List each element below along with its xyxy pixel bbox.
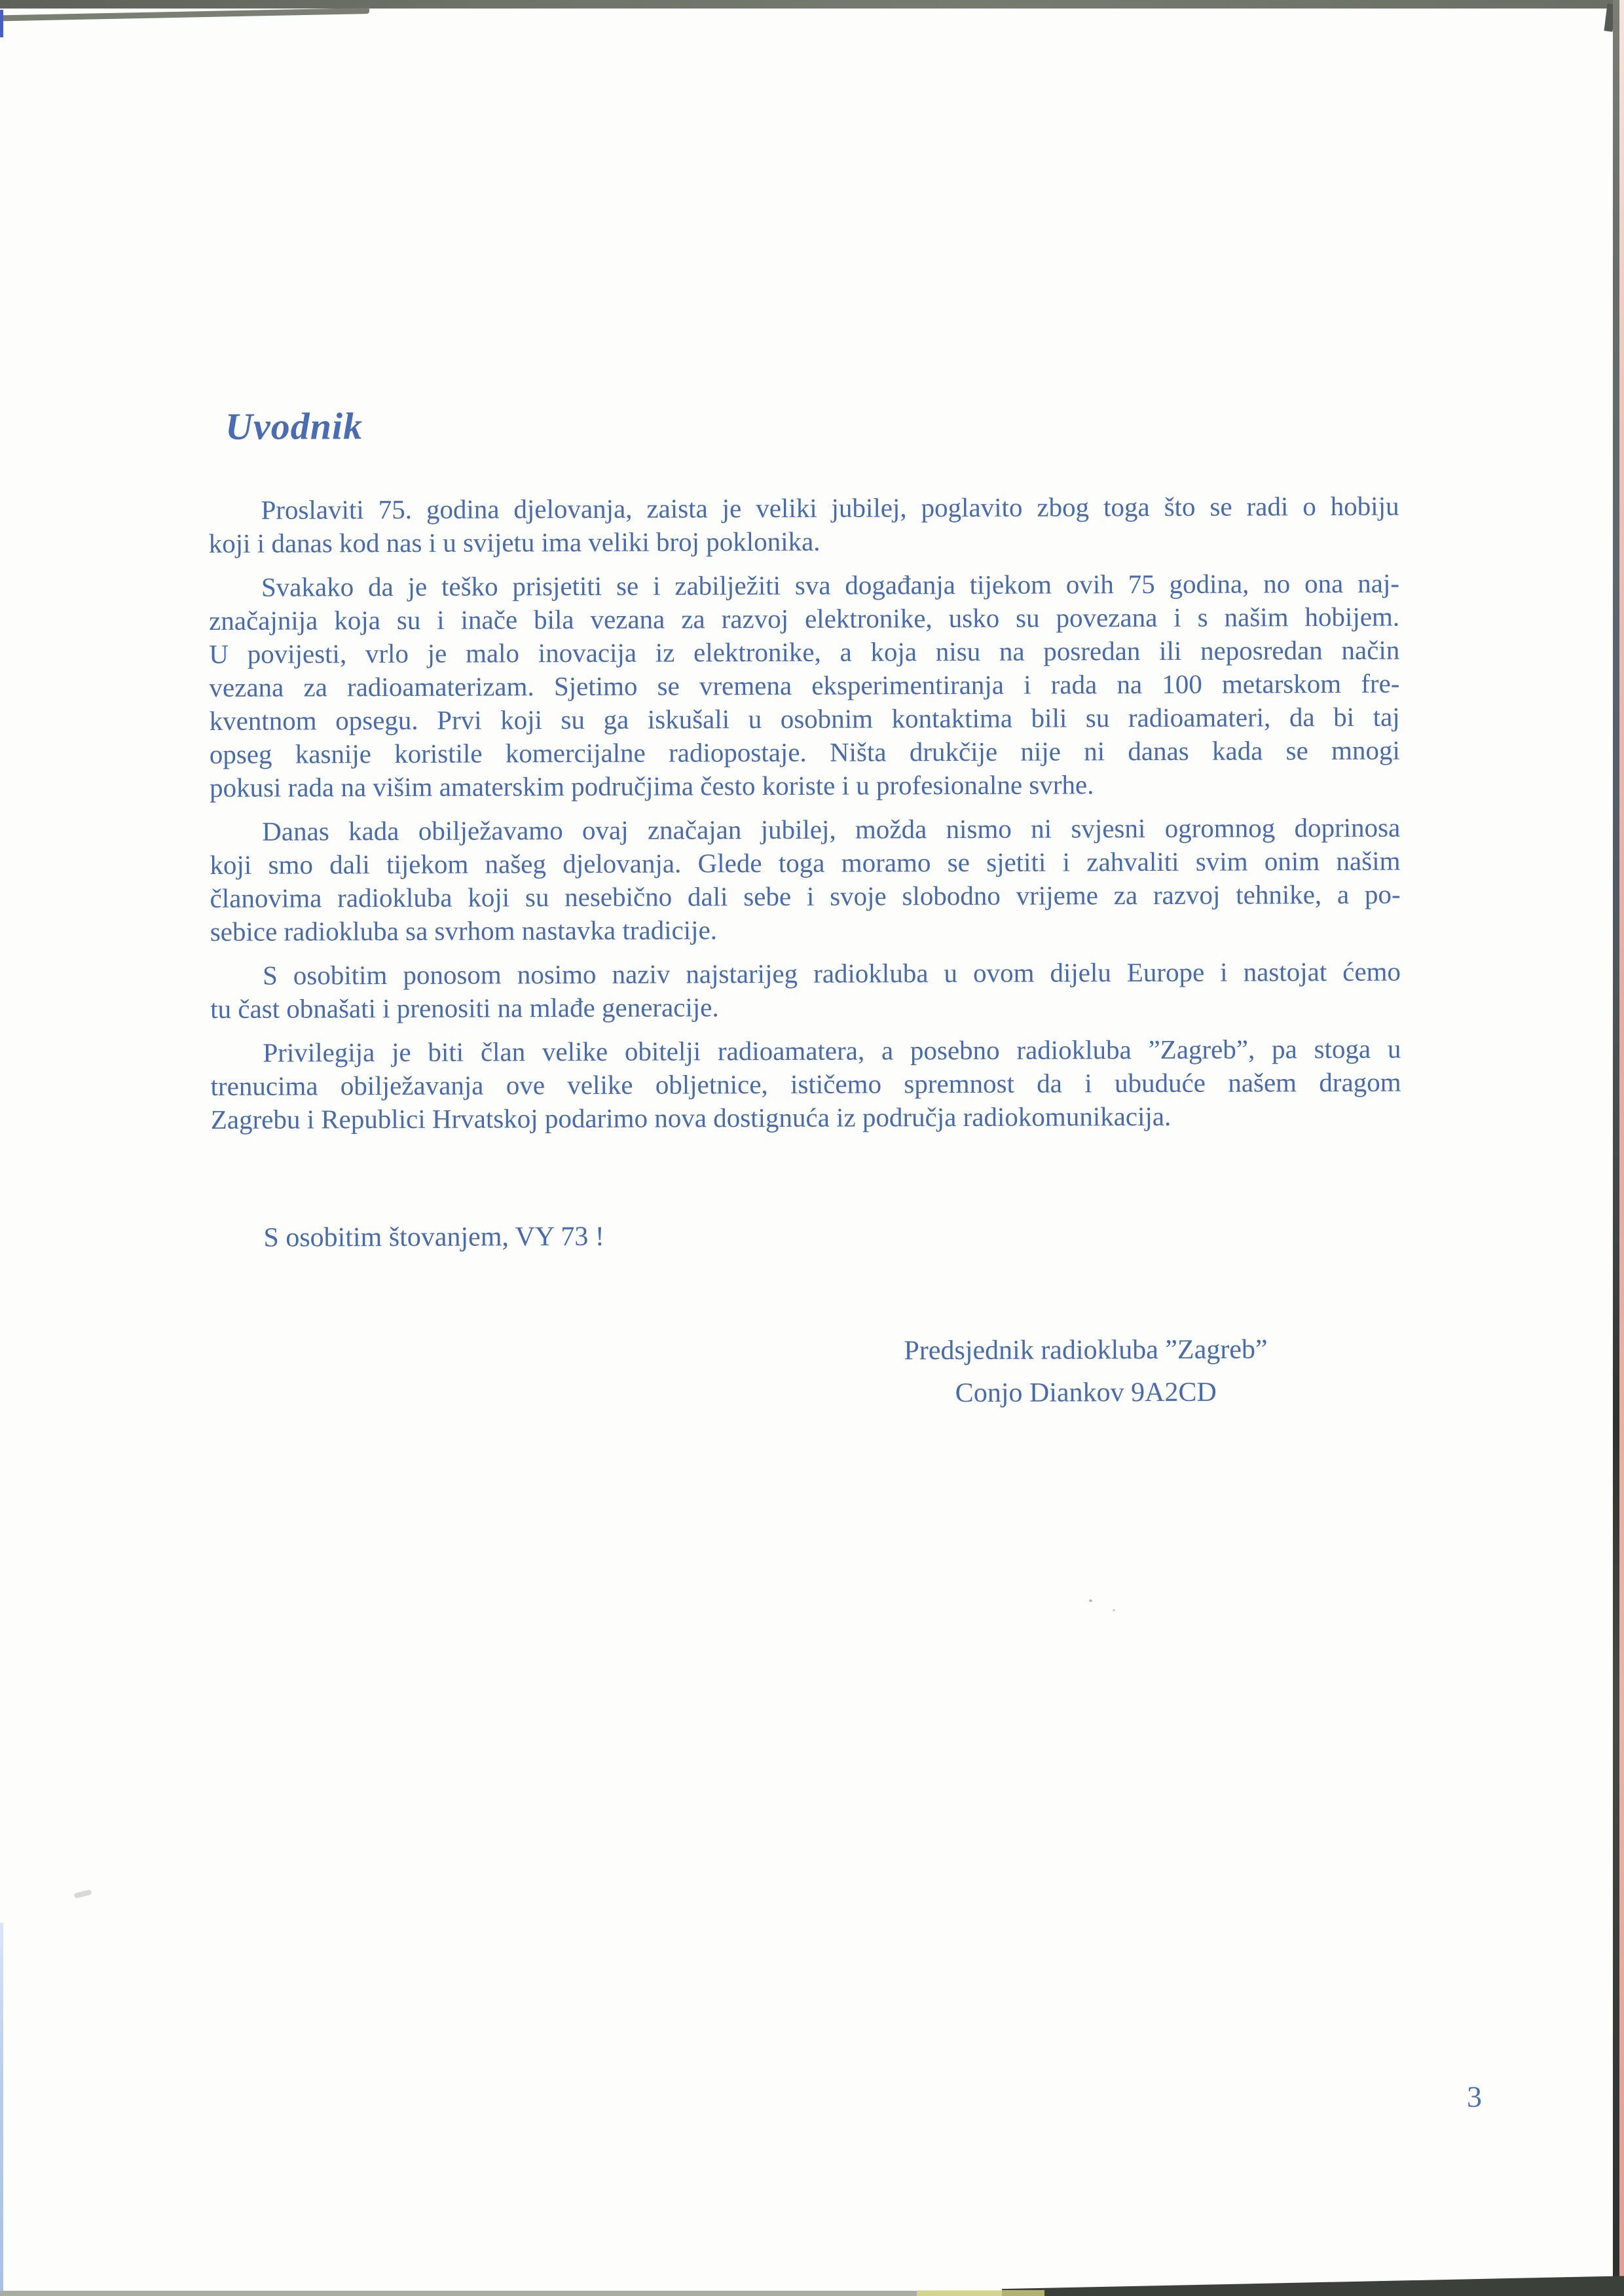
text-line: Privilegija je biti član velike obitelji radioamatera, a posebno radiokluba ”Zagreb”, pa stoga u bbox=[263, 1033, 1401, 1068]
text-line: koji smo dali tijekom našeg djelovanja. Glede toga moramo se sjetiti i zahvaliti svim onim našim bbox=[210, 845, 1401, 880]
text-line: U povijesti, vrlo je malo inovacija iz elektronike, a koja nisu na posredan ili neposredan način bbox=[209, 634, 1400, 669]
text-line: pokusi rada na višim amaterskim područjima često koriste i u profesionalne svrhe. bbox=[209, 769, 1094, 803]
scan-bottom-yellow-streak bbox=[917, 2290, 1044, 2296]
text-line: Svakako da je teško prisjetiti se i zabilježiti sva događanja tijekom ovih 75 godina, no ona naj- bbox=[261, 568, 1400, 602]
scan-top-edge-line bbox=[0, 0, 1624, 9]
text-line: Zagrebu i Republici Hrvatskoj podarimo nova dostignuća iz područja radiokomunikacija. bbox=[210, 1101, 1172, 1135]
text-line: kventnom opsegu. Prvi koji su ga iskušali u osobnim kontaktima bili su radioamateri, da bi taj bbox=[209, 701, 1400, 736]
page-title: Uvodnik bbox=[225, 405, 363, 448]
paragraph bbox=[210, 811, 1401, 949]
text-line: Proslaviti 75. godina djelovanja, zaista je veliki jubilej, poglavito zbog toga što se radi o hobiju bbox=[261, 490, 1399, 525]
scan-left-blue-edge-strip bbox=[0, 1923, 3, 2296]
text-line: članovima radiokluba koji su nesebično dali sebe i svoje slobodno vrijeme za razvoj tehnike, a po- bbox=[210, 879, 1401, 913]
closing-line: S osobitim štovanjem, VY 73 ! bbox=[263, 1221, 604, 1253]
scan-speck bbox=[1089, 1599, 1092, 1602]
page-number: 3 bbox=[1467, 2080, 1482, 2113]
text-line: značajnija koja su i inače bila vezana za razvoj elektronike, usko su povezana i s našim hobijem. bbox=[209, 601, 1400, 636]
paragraph bbox=[210, 955, 1401, 1026]
paragraph bbox=[210, 1032, 1401, 1137]
scan-top-edge-dip bbox=[0, 8, 369, 21]
text-line: koji i danas kod nas i u svijetu ima veliki broj poklonika. bbox=[208, 526, 821, 558]
page-content bbox=[208, 403, 1402, 1417]
text-line: trenucima obilježavanja ove velike obljetnice, ističemo spremnost da i ubuduće našem dragom bbox=[210, 1066, 1401, 1101]
text-line: opseg kasnije koristile komercijalne radiopostaje. Ništa drukčije nije ni danas kada se mnogi bbox=[209, 735, 1400, 769]
paragraph bbox=[208, 490, 1399, 560]
signature-role: Predsjednik radiokluba ”Zagreb” bbox=[904, 1334, 1268, 1366]
signature-block bbox=[837, 1328, 1335, 1415]
scan-right-edge-line bbox=[1613, 0, 1619, 2296]
scan-pencil-smudge bbox=[73, 1889, 92, 1899]
scan-bottom-dark-wedge bbox=[1002, 2274, 1624, 2296]
text-line: tu čast obnašati i prenositi na mlađe generacije. bbox=[210, 992, 719, 1024]
text-line: sebice radiokluba sa svrhom nastavka tradicije. bbox=[210, 915, 718, 947]
text-line: vezana za radioamaterizam. Sjetimo se vremena eksperimentiranja i rada na 100 metarskom fre- bbox=[209, 668, 1400, 702]
text-line: S osobitim ponosom nosimo naziv najstarijeg radiokluba u ovom dijelu Europe i nastojat ćemo bbox=[262, 956, 1401, 991]
signature-name: Conjo Diankov 9A2CD bbox=[955, 1377, 1217, 1409]
scan-right-edge-pink-strip bbox=[1619, 0, 1624, 2296]
body-paragraphs bbox=[208, 490, 1401, 1137]
text-line: Danas kada obilježavamo ovaj značajan jubilej, možda nismo ni svjesni ogromnog doprinosa bbox=[262, 812, 1401, 847]
paragraph bbox=[209, 567, 1400, 805]
scan-left-blue-mark bbox=[0, 10, 3, 37]
scan-speck bbox=[1113, 1609, 1115, 1611]
